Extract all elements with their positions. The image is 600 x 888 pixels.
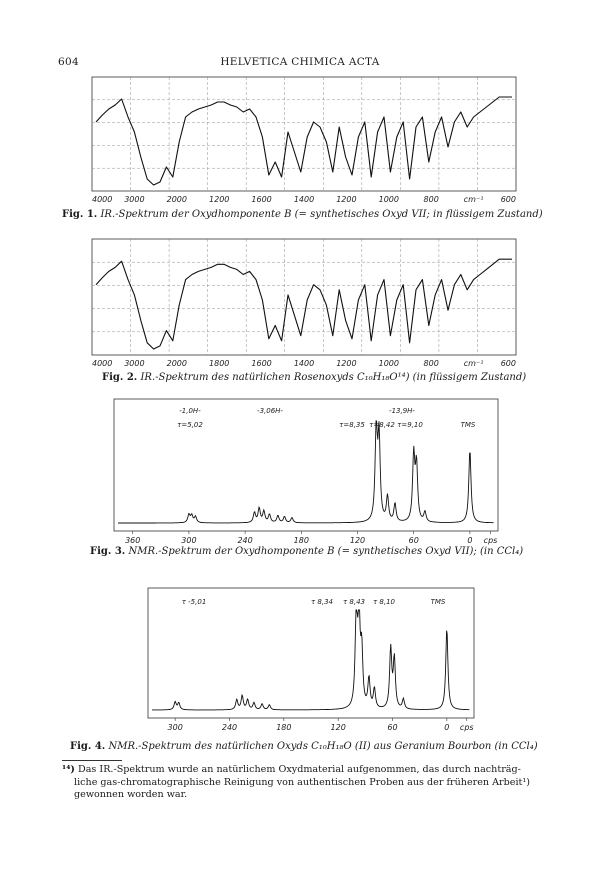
fig3-annotation: -13,9H- — [389, 407, 415, 415]
fig2-caption-lead: Fig. 2. — [102, 372, 138, 383]
fig4-nmr-chart — [146, 586, 476, 732]
fig1-spectrum-line — [96, 97, 512, 185]
footnote-line-2: liche gas-chromatographische Reinigung von authentischen Proben aus der früheren Arbeit¹) — [74, 776, 530, 788]
fig3-annotation: τ=8,42 — [369, 421, 395, 429]
fig2-tick-label: 2000 — [166, 359, 187, 368]
fig4-tick-label: 120 — [330, 723, 346, 732]
fig1-tick-label: 1600 — [251, 195, 272, 204]
fig1-tick-label: 3000 — [124, 195, 145, 204]
fig3-caption-lead: Fig. 3. — [90, 546, 126, 557]
fig2-tick-label: 800 — [423, 359, 439, 368]
fig4-tick-label: 240 — [221, 723, 238, 732]
fig2-frame — [92, 239, 516, 355]
fig1-caption — [62, 209, 543, 220]
fig3-nmr-chart — [112, 397, 500, 545]
fig4-annotation: TMS — [430, 598, 446, 606]
fig3-caption — [90, 546, 523, 557]
fig3-tick-label: 300 — [181, 536, 197, 545]
fig4-tick-labels — [168, 723, 474, 732]
fig2-spectrum-line — [96, 259, 512, 349]
fig2-caption — [102, 372, 526, 383]
fig4-tick-label: cps — [459, 723, 474, 732]
fig3-tick-label: cps — [483, 536, 498, 545]
fig3-frame — [114, 399, 498, 531]
fig4-annotation: τ 8,10 — [372, 598, 396, 606]
fig3-annotation: τ=5,02 — [177, 421, 203, 429]
fig2-tick-label: 1000 — [378, 359, 399, 368]
fig2-tick-labels — [92, 359, 516, 368]
fig3-annotation: τ=8,35 — [339, 421, 365, 429]
footnote — [62, 764, 562, 802]
fig4-frame — [148, 588, 474, 718]
footnote-line-1 — [62, 764, 562, 777]
fig1-tick-label: 1200 — [209, 195, 230, 204]
fig2-tick-label: 600 — [500, 359, 516, 368]
fig1-caption-text: IR.-Spektrum der Oxydhomponente B (= synthetisches Oxyd VII; in flüssigem Zustand) — [100, 209, 543, 220]
fig3-annotation: τ=9,10 — [397, 421, 423, 429]
fig4-annotation: τ -5,01 — [181, 598, 207, 606]
fig1-tick-labels — [92, 195, 516, 204]
fig4-tick-label: 180 — [276, 723, 292, 732]
fig2-tick-label: 1600 — [251, 359, 272, 368]
fig2-tick-label: 3000 — [124, 359, 145, 368]
page-number: 604 — [58, 56, 79, 68]
fig1-tick-label: 1400 — [293, 195, 315, 204]
fig1-tick-label: 600 — [500, 195, 516, 204]
fig1-tick-label: 4000 — [92, 195, 113, 204]
fig1-tick-label: cm⁻¹ — [463, 195, 484, 204]
fig4-caption-text: NMR.-Spektrum des natürlichen Oxyds C₁₀H₁₈O (II) aus Geranium Bourbon (in CCl₄) — [108, 741, 538, 752]
fig4-annotation: τ 8,34 — [310, 598, 334, 606]
fig2-tick-label: 1200 — [336, 359, 357, 368]
fig4-annotation: τ 8,43 — [342, 598, 366, 606]
journal-title: HELVETICA CHIMICA ACTA — [220, 56, 380, 68]
fig4-tick-label: 300 — [167, 723, 183, 732]
fig3-tick-label: 360 — [125, 536, 141, 545]
fig1-caption-lead: Fig. 1. — [62, 209, 98, 220]
fig3-annotation: TMS — [460, 421, 476, 429]
fig3-spectrum-line — [118, 421, 494, 523]
fig4-spectrum-line — [152, 610, 469, 710]
fig2-tick-label: 1800 — [209, 359, 230, 368]
footnote-rule — [62, 760, 122, 761]
fig3-annotation: -1,0H- — [179, 407, 201, 415]
fig2-caption-text: IR.-Spektrum des natürlichen Rosenoxyds C₁₀H₁₈O¹⁴) (in flüssigem Zustand) — [140, 372, 527, 383]
fig1-frame — [92, 77, 516, 191]
fig4-caption — [70, 741, 538, 752]
footnote-text-1: Das IR.-Spektrum wurde an natürlichem Oxydmaterial aufgenommen, das durch nachträg- — [78, 764, 521, 775]
fig1-tick-label: 1000 — [378, 195, 399, 204]
fig3-tick-label: 180 — [293, 536, 309, 545]
fig2-tick-label: cm⁻¹ — [463, 359, 484, 368]
fig3-tick-label: 120 — [349, 536, 366, 545]
fig3-tick-label: 240 — [237, 536, 253, 545]
fig1-ir-chart — [90, 75, 518, 205]
fig4-tick-label: 60 — [387, 723, 398, 732]
fig3-annotation: -3,06H- — [257, 407, 283, 415]
footnote-mark: ¹⁴) — [62, 764, 75, 775]
footnote-line-3: gewonnen worden war. — [74, 789, 188, 800]
fig2-tick-label: 4000 — [92, 359, 113, 368]
fig4-tick-label: 0 — [444, 723, 450, 732]
fig4-caption-lead: Fig. 4. — [70, 741, 106, 752]
fig2-ir-chart — [90, 237, 518, 369]
fig3-tick-label: 60 — [408, 536, 419, 545]
fig1-tick-label: 1200 — [336, 195, 357, 204]
fig1-tick-label: 2000 — [166, 195, 187, 204]
fig3-tick-label: 0 — [467, 536, 473, 545]
fig2-tick-label: 1400 — [293, 359, 315, 368]
fig1-tick-label: 800 — [423, 195, 439, 204]
fig3-tick-labels — [125, 536, 497, 545]
fig3-caption-text: NMR.-Spektrum der Oxydhomponente B (= synthetisches Oxyd VII); (in CCl₄) — [128, 546, 524, 557]
